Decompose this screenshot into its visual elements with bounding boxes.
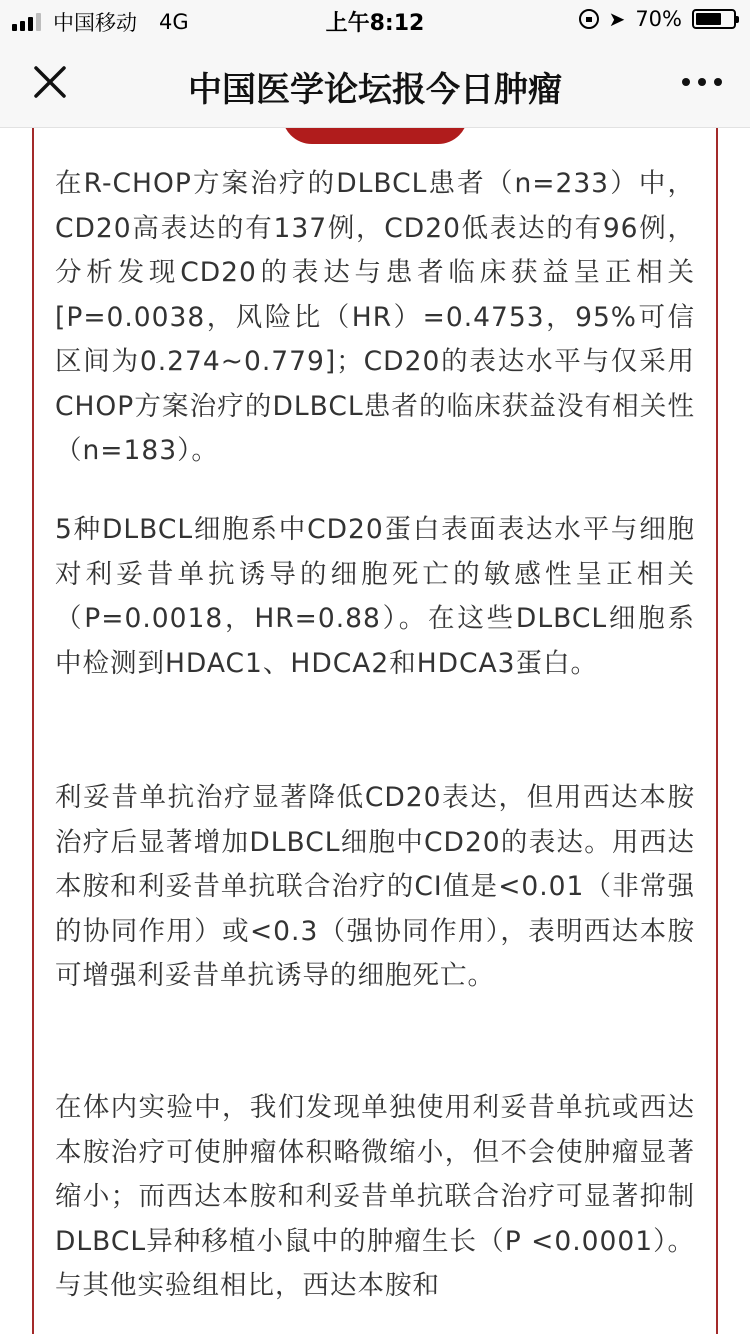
close-icon <box>32 64 68 100</box>
article-paragraph: 在体内实验中，我们发现单独使用利妥昔单抗或西达本胺治疗可使肿瘤体积略微缩小，但不会使肿瘤显著缩小；而西达本胺和利妥昔单抗联合治疗可显著抑制DLBCL异种移植小鼠中的肿瘤生长（P <0.0001）。与其他实验组相比，西达本胺和 <box>55 1092 695 1301</box>
rotation-lock-icon <box>579 9 599 29</box>
article-paragraph: 利妥昔单抗治疗显著降低CD20表达，但用西达本胺治疗后显著增加DLBCL细胞中CD20的表达。用西达本胺和利妥昔单抗联合治疗的CI值是<0.01（非常强的协同作用）或<0.3（强协同作用），表明西达本胺可增强利妥昔单抗诱导的细胞死亡。 <box>55 782 695 991</box>
section-header-tab <box>282 128 468 144</box>
clock: 上午8:12 <box>325 11 425 36</box>
battery-percent: 70% <box>635 7 682 31</box>
carrier-label: 中国移动 <box>53 11 137 35</box>
status-bar <box>0 0 750 40</box>
location-icon: ➤ <box>608 7 626 31</box>
article-paragraph: 5种DLBCL细胞系中CD20蛋白表面表达水平与细胞对利妥昔单抗诱导的细胞死亡的敏感性呈正相关（P=0.0018，HR=0.88）。在这些DLBCL细胞系中检测到HDAC1、HDCA2和HDCA3蛋白。 <box>55 514 695 679</box>
more-button[interactable] <box>682 78 722 86</box>
nav-bar <box>0 40 750 128</box>
network-label: 4G <box>159 10 189 34</box>
close-button[interactable] <box>32 64 68 100</box>
article-content[interactable] <box>0 128 750 1334</box>
status-right <box>579 7 736 31</box>
more-dots-icon <box>682 78 690 86</box>
battery-icon <box>692 9 736 29</box>
page-title: 中国医学论坛报今日肿瘤 <box>188 70 562 110</box>
article-paragraph: 在R-CHOP方案治疗的DLBCL患者（n=233）中，CD20高表达的有137例，CD20低表达的有96例，分析发现CD20的表达与患者临床获益呈正相关[P=0.0038，风险比（HR）=0.4753，95%可信区间为0.274~0.779]；CD20的表达水平与仅采用CHOP方案治疗的DLBCL患者的临床获益没有相关性（n=183）。 <box>55 168 695 466</box>
